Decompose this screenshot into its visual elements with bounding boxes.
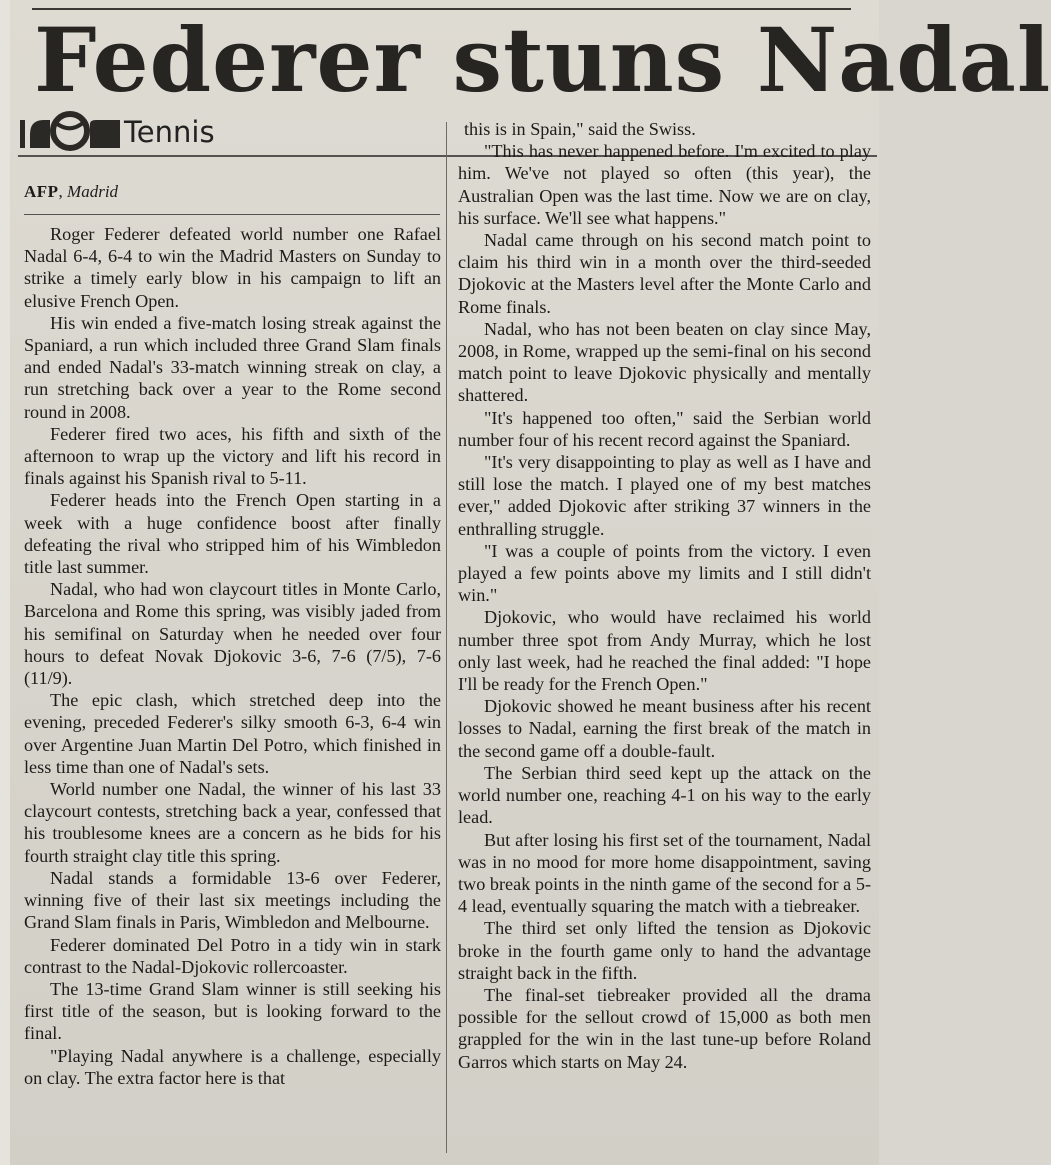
byline <box>24 180 118 204</box>
headline: Federer stuns Nadal <box>34 8 1051 112</box>
paragraph: "It's happened too often," said the Serbian world number four of his recent record against the Spaniard. <box>458 407 871 450</box>
paragraph: Djokovic showed he meant business after his recent losses to Nadal, earning the first break of the match in the second game off a double-fault. <box>458 696 871 761</box>
paragraph: Roger Federer defeated world number one Rafael Nadal 6-4, 6-4 to win the Madrid Masters on Sunday to strike a timely early blow in his campaign to lift an elusive French Open. <box>24 224 441 311</box>
paragraph: World number one Nadal, the winner of his last 33 claycourt contests, stretching back a year, confessed that his troublesome knees are a concern as he bids for his fourth straight clay title this spring. <box>24 779 441 866</box>
paragraph: His win ended a five-match losing streak against the Spaniard, a run which included three Grand Slam finals and ended Nadal's 33-match winning streak on clay, a run stretching back over a year to the Rome second round in 2008. <box>24 312 441 422</box>
paragraph: Federer fired two aces, his fifth and sixth of the afternoon to wrap up the victory and lift his record in finals against his Spanish rival to 5-11. <box>24 423 441 489</box>
section-tag <box>18 108 438 154</box>
byline-city: Madrid <box>67 182 119 201</box>
paragraph: Nadal, who has not been beaten on clay since May, 2008, in Rome, wrapped up the semi-final on his second match point to leave Djokovic physically and mentally shattered. <box>458 318 871 406</box>
paragraph: "It's very disappointing to play as well as I have and still lose the match. I played one of my best matches ever," added Djokovic after striking 37 winners in the enthralling struggle. <box>458 452 871 539</box>
paragraph: The 13-time Grand Slam winner is still seeking his first title of the season, but is looking forward to the final. <box>24 978 441 1044</box>
paragraph: Nadal stands a formidable 13-6 over Federer, winning five of their last six meetings including the Grand Slam finals in Paris, Wimbledon and Melbourne. <box>24 867 441 933</box>
byline-agency: AFP <box>24 182 59 201</box>
paragraph: Djokovic, who would have reclaimed his world number three spot from Andy Murray, which he lost only last week, had he reached the final added: "I hope I'll be ready for the French Open." <box>458 607 871 695</box>
paragraph: Federer heads into the French Open starting in a week with a huge confidence boost after finally defeating the rival who stripped him of his Wimbledon title last summer. <box>24 490 441 578</box>
section-label: Tennis <box>124 115 215 149</box>
paragraph: Nadal, who had won claycourt titles in Monte Carlo, Barcelona and Rome this spring, was visibly jaded from his semifinal on Saturday when he needed over four hours to defeat Novak Djokovic 3-6, 7-6 (7/5), 7-6 (11/9). <box>24 579 441 689</box>
tennis-ball-icon <box>20 110 122 150</box>
paragraph: The Serbian third seed kept up the attack on the world number one, reaching 4-1 on his way to the early lead. <box>458 762 871 828</box>
paragraph: The third set only lifted the tension as Djokovic broke in the fourth game only to hand the advantage straight back in the fifth. <box>458 918 871 983</box>
paragraph: "This has never happened before. I'm excited to play him. We've not played so often (this year), the Australian Open was the last time. Now we are on clay, his surface. We'll see what happens." <box>458 141 871 228</box>
paragraph-continuation: this is in Spain," said the Swiss. <box>464 119 696 139</box>
byline-rule <box>24 214 440 215</box>
column-divider <box>446 122 447 1153</box>
left-column <box>24 223 441 1089</box>
paragraph: But after losing his first set of the tournament, Nadal was in no mood for more home disappointment, saving two break points in the ninth game of the second for a 5-4 lead, eventually squaring the match with a tiebreaker. <box>458 829 871 917</box>
paragraph: The final-set tiebreaker provided all the drama possible for the sellout crowd of 15,000 as both men grappled for the win in the last tune-up before Roland Garros which starts on May 24. <box>458 984 871 1072</box>
paragraph: The epic clash, which stretched deep into the evening, preceded Federer's silky smooth 6-3, 6-4 win over Argentine Juan Martin Del Potro, which finished in less time than one of Nadal's sets. <box>24 690 441 777</box>
byline-separator: , <box>58 182 63 201</box>
paragraph: Nadal came through on his second match point to claim his third win in a month over the third-seeded Djokovic at the Masters level after the Monte Carlo and Rome finals. <box>458 230 871 317</box>
right-column <box>458 118 871 1073</box>
paragraph: "I was a couple of points from the victory. I even played a few points above my limits and I still didn't win." <box>458 540 871 606</box>
paragraph: Federer dominated Del Potro in a tidy win in stark contrast to the Nadal-Djokovic rollercoaster. <box>24 934 441 977</box>
paragraph: "Playing Nadal anywhere is a challenge, especially on clay. The extra factor here is that <box>24 1045 441 1088</box>
